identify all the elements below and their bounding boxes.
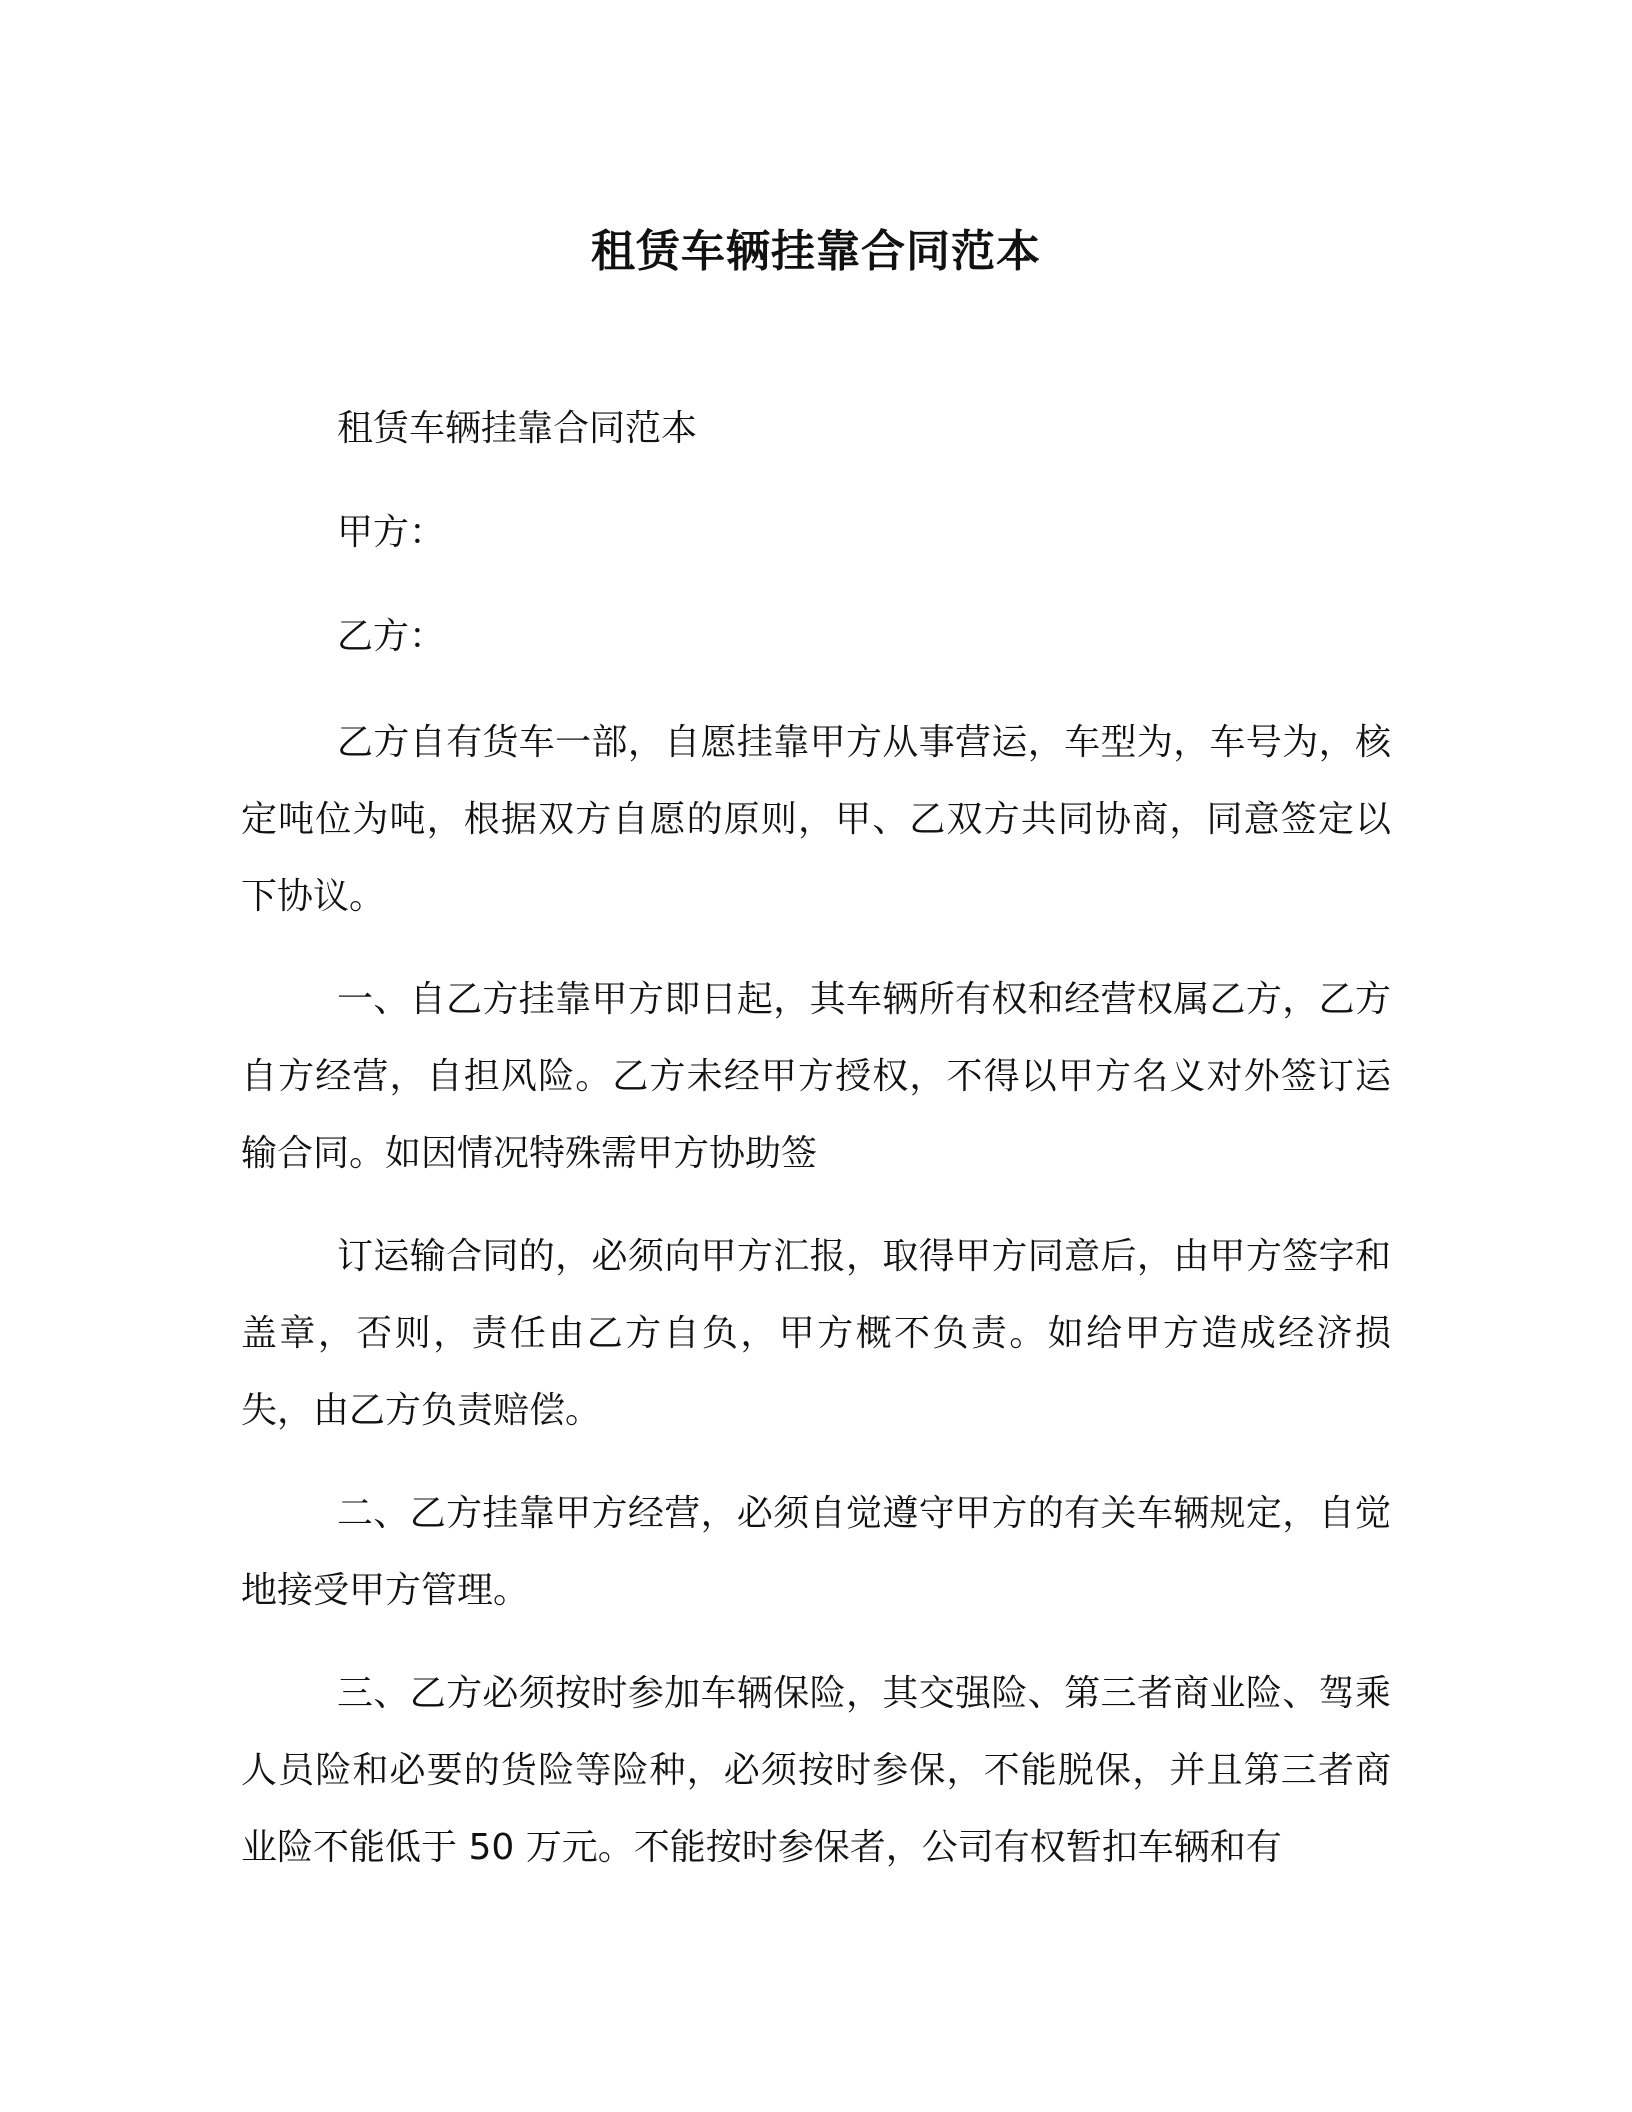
paragraph-clause-1-continued: 订运输合同的，必须向甲方汇报，取得甲方同意后，由甲方签字和盖章，否则，责任由乙方自负，甲方概不负责。如给甲方造成经济损失，由乙方负责赔偿。 xyxy=(241,1236,1391,1431)
paragraph-clause-3: 三、乙方必须按时参加车辆保险，其交强险、第三者商业险、驾乘人员险和必要的货险等险种，必须按时参保，不能脱保，并且第三者商业险不能低于 50 万元。不能按时参保者，公司有权暂扣车辆和有 xyxy=(241,1673,1391,1868)
paragraph-clause-1: 一、自乙方挂靠甲方即日起，其车辆所有权和经营权属乙方，乙方自方经营，自担风险。乙方未经甲方授权，不得以甲方名义对外签订运输合同。如因情况特殊需甲方协助签 xyxy=(241,979,1391,1174)
paragraph-clause-2: 二、乙方挂靠甲方经营，必须自觉遵守甲方的有关车辆规定，自觉地接受甲方管理。 xyxy=(241,1493,1391,1611)
party-b-label: 乙方： xyxy=(337,616,446,657)
party-a-label: 甲方： xyxy=(337,512,446,553)
document-subtitle: 租赁车辆挂靠合同范本 xyxy=(337,408,698,449)
document-body xyxy=(241,390,1391,1886)
paragraph-intro: 乙方自有货车一部，自愿挂靠甲方从事营运，车型为，车号为，核定吨位为吨，根据双方自愿的原则，甲、乙双方共同协商，同意签定以下协议。 xyxy=(241,722,1391,917)
document-title: 租赁车辆挂靠合同范本 xyxy=(591,226,1041,277)
